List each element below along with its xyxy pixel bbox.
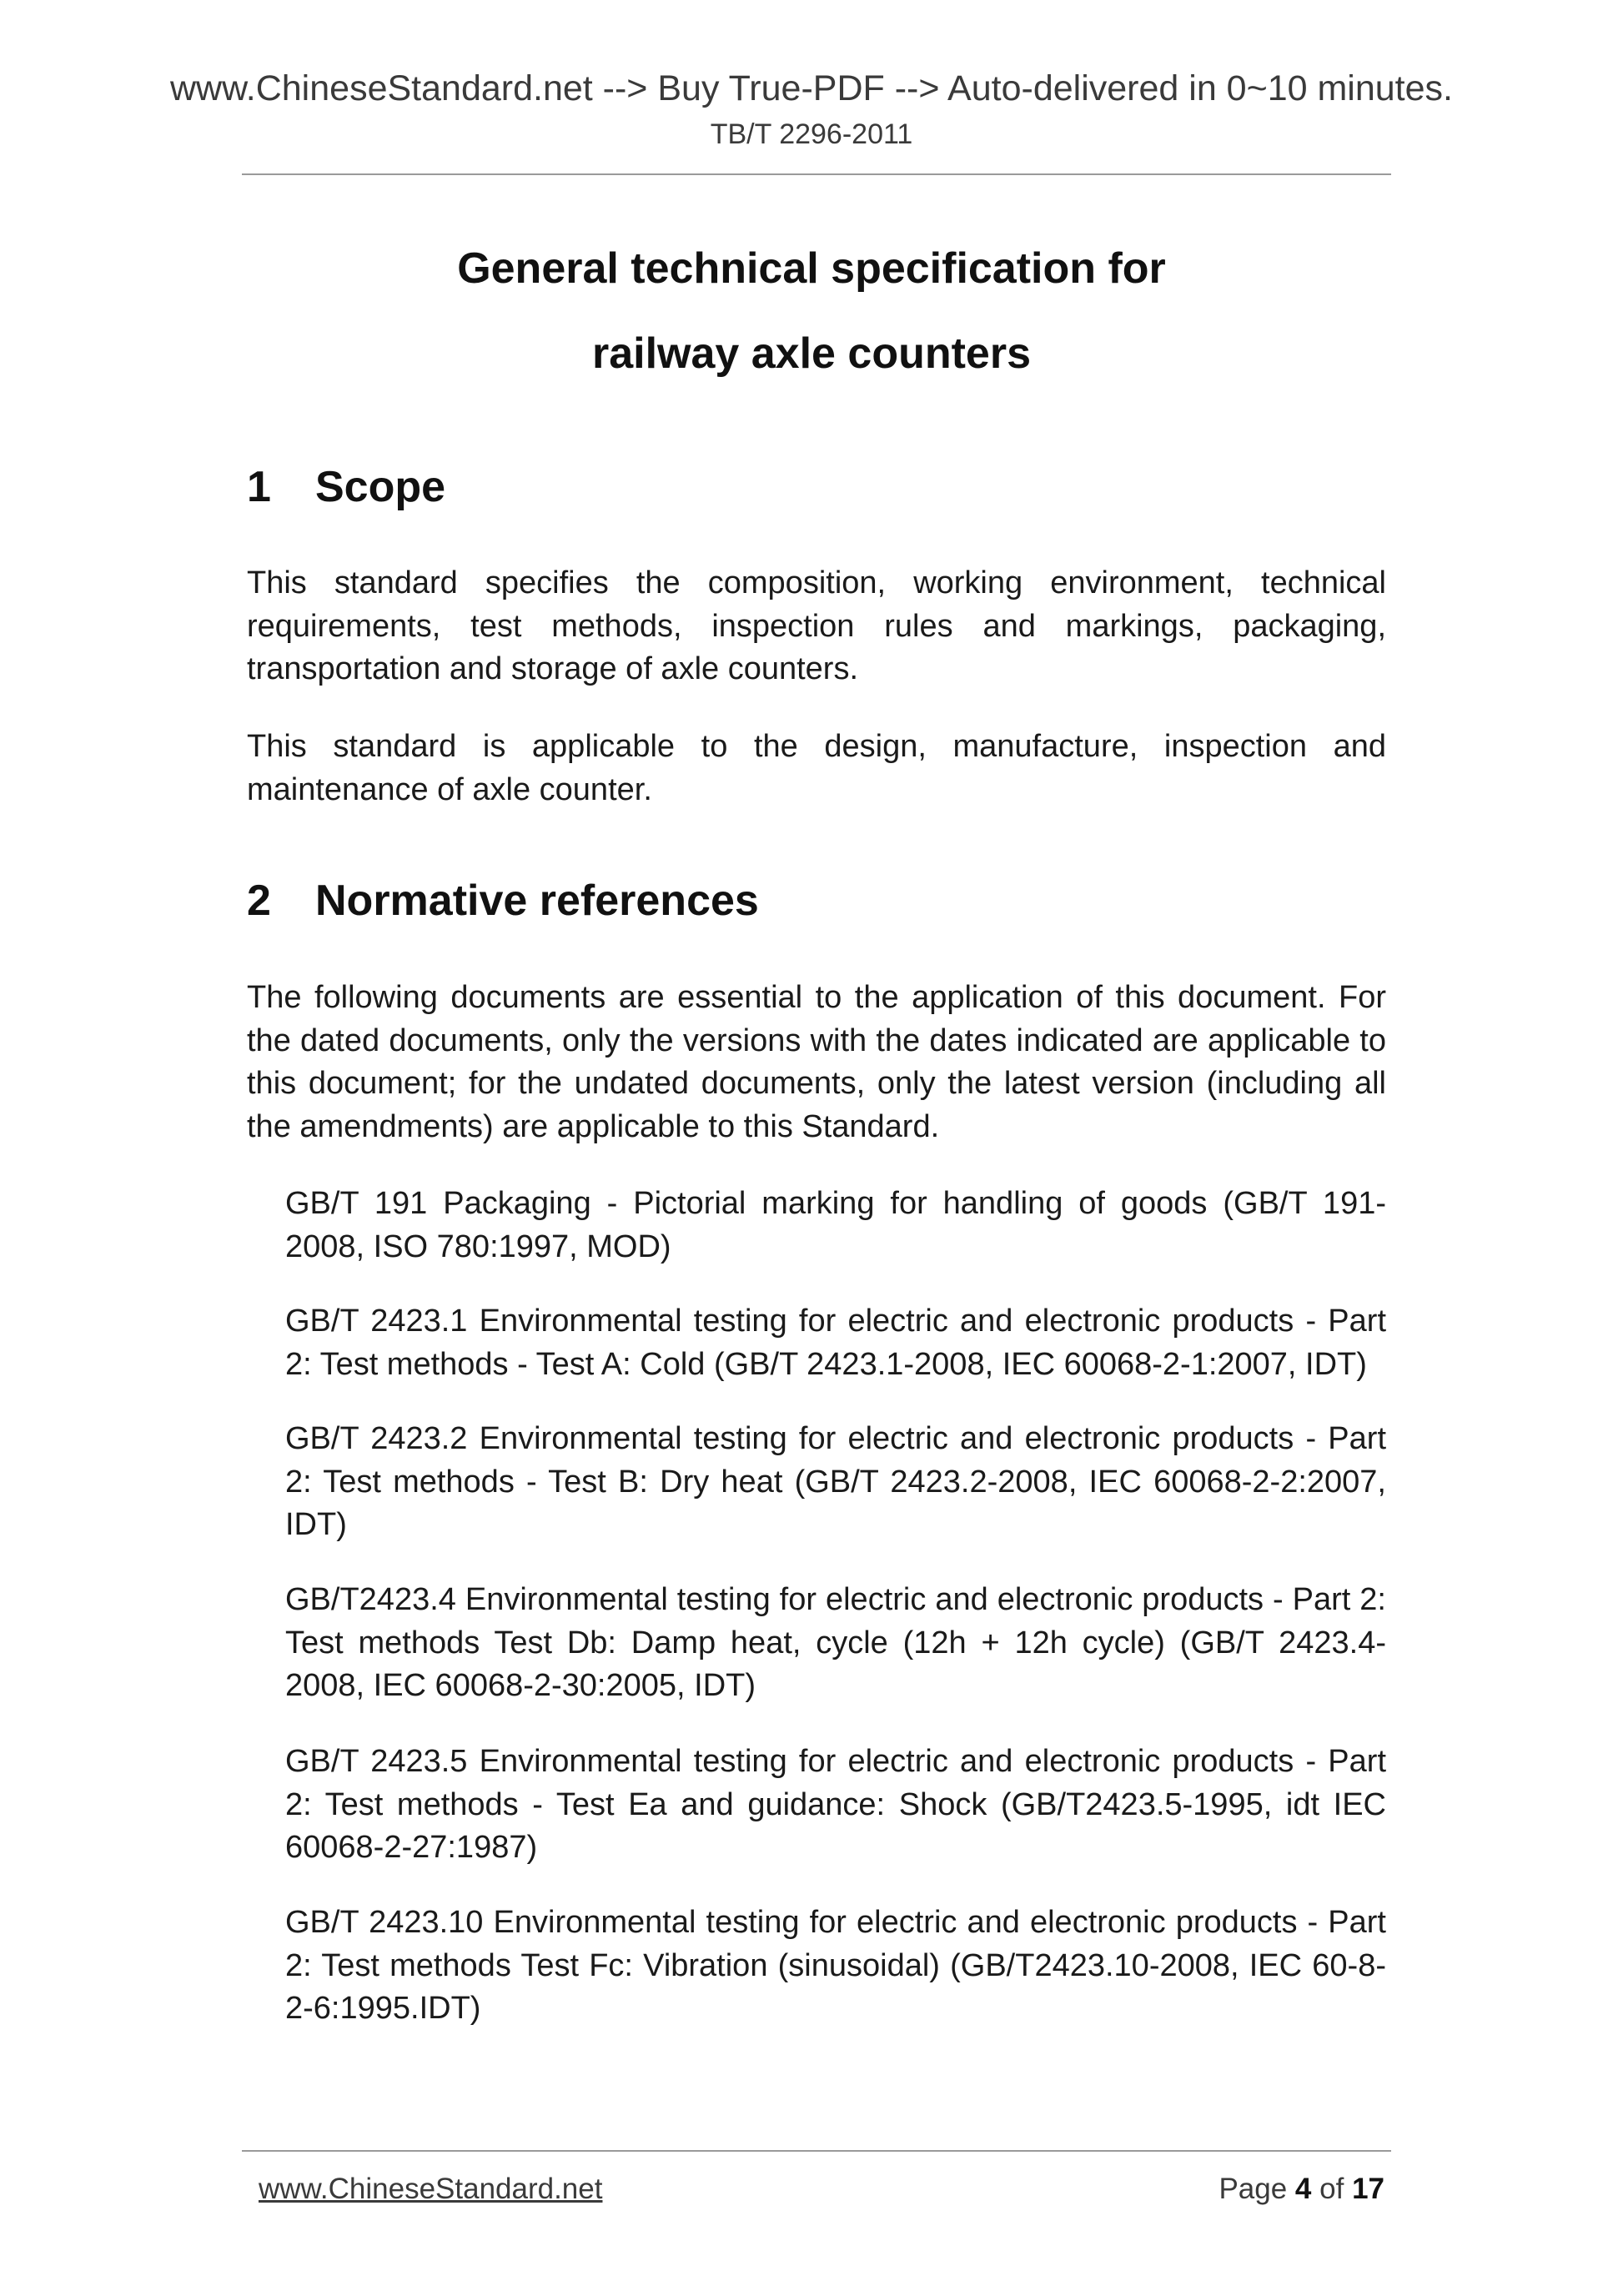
page-prefix: Page bbox=[1219, 2173, 1288, 2205]
scope-paragraph-1: This standard specifies the composition, working environment, technical requirements, test methods, inspection rules and markings, packaging, transportation and storage of axle counters. bbox=[247, 565, 1386, 686]
header-banner: www.ChineseStandard.net --> Buy True-PDF --> Auto-delivered in 0~10 minutes. bbox=[169, 68, 1453, 108]
section-number: 1 bbox=[247, 463, 271, 511]
scope-paragraph-2: This standard is applicable to the design, manufacture, inspection and maintenance of axle counter. bbox=[247, 729, 1386, 807]
reference-item: GB/T 2423.2 Environmental testing for electric and electronic products - Part 2: Test methods - Test B: Dry heat (GB/T 2423.2-2008, IEC 60068-2-2:2007, IDT) bbox=[285, 1421, 1386, 1542]
header-divider bbox=[242, 173, 1391, 175]
page-of: of bbox=[1319, 2173, 1344, 2205]
page-indicator bbox=[1219, 2168, 1384, 2210]
page-total: 17 bbox=[1352, 2173, 1384, 2205]
document-title-line-1: General technical specification for bbox=[457, 244, 1166, 293]
normative-references-intro: The following documents are essential to the application of this document. For the dated documents, only the versions with the dates indicated are applicable to this document; for the undated documents, only the latest version (including all the amendments) are applicable to this Standard. bbox=[247, 980, 1386, 1144]
document-title-line-2: railway axle counters bbox=[591, 329, 1032, 378]
reference-item: GB/T 2423.10 Environmental testing for electric and electronic products - Part 2: Test methods Test Fc: Vibration (sinusoidal) (GB/T2423.10-2008, IEC 60-8-2-6:1995.IDT) bbox=[285, 1905, 1386, 2026]
reference-item: GB/T 191 Packaging - Pictorial marking for handling of goods (GB/T 191-2008, ISO 780:1997, MOD) bbox=[285, 1186, 1386, 1264]
reference-item: GB/T 2423.1 Environmental testing for electric and electronic products - Part 2: Test methods - Test A: Cold (GB/T 2423.1-2008, IEC 60068-2-1:2007, IDT) bbox=[285, 1304, 1386, 1382]
page-current: 4 bbox=[1294, 2173, 1312, 2205]
section-heading-normative-references bbox=[247, 872, 759, 930]
section-title: Normative references bbox=[315, 877, 759, 925]
reference-item: GB/T 2423.5 Environmental testing for electric and electronic products - Part 2: Test methods - Test Ea and guidance: Shock (GB/T2423.5-1995, idt IEC 60068-2-27:1987) bbox=[285, 1744, 1386, 1865]
reference-item: GB/T2423.4 Environmental testing for electric and electronic products - Part 2: Test methods Test Db: Damp heat, cycle (12h + 12h cycle) (GB/T 2423.4-2008, IEC 60068-2-30:2005, IDT) bbox=[285, 1582, 1386, 1703]
section-heading-scope bbox=[247, 458, 445, 516]
section-title: Scope bbox=[315, 463, 446, 511]
footer-divider bbox=[242, 2150, 1391, 2152]
section-number: 2 bbox=[247, 877, 271, 925]
footer-website-link[interactable]: www.ChineseStandard.net bbox=[259, 2173, 603, 2205]
standard-code: TB/T 2296-2011 bbox=[710, 118, 913, 150]
